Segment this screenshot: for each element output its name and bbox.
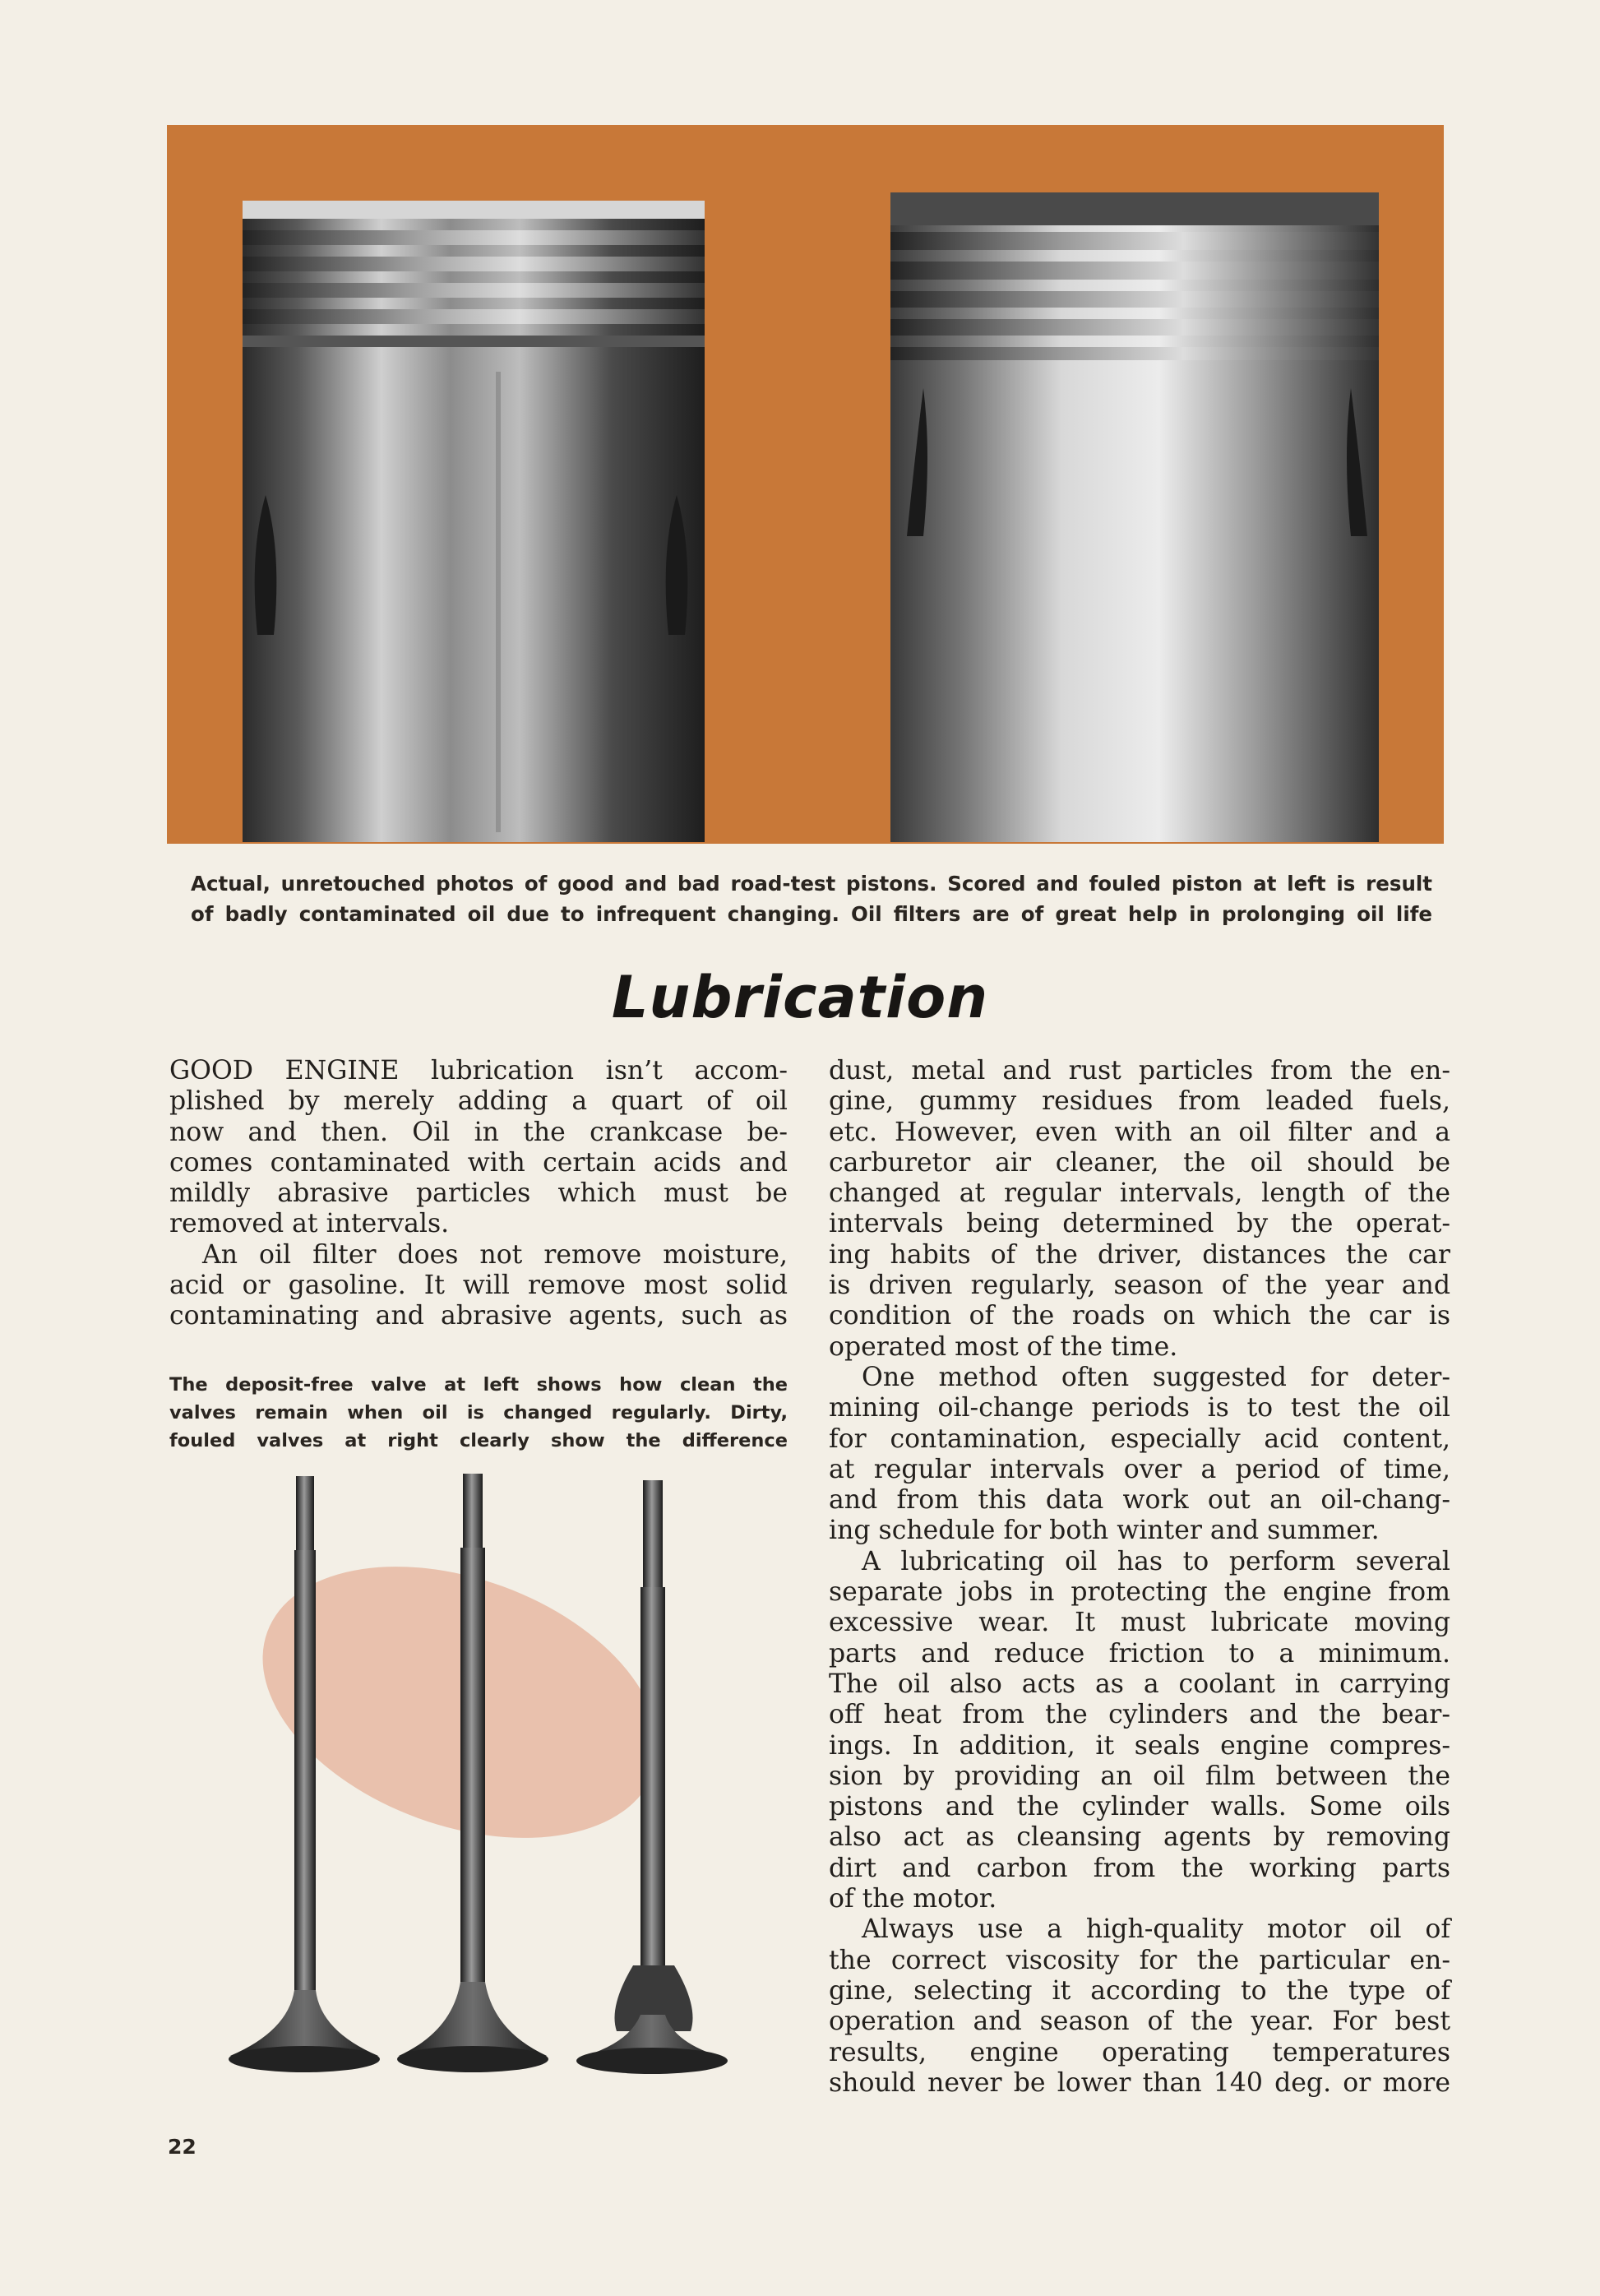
- text-line: excessive wear. It must lubricate moving: [829, 1608, 1450, 1638]
- valve-caption-line: fouled valves at right clearly show the difference: [169, 1430, 788, 1451]
- text-line: ing habits of the driver, distances the car: [829, 1239, 1450, 1270]
- text-line: changed at regular intervals, length of the: [829, 1178, 1450, 1209]
- text-line: contaminating and abrasive agents, such as: [169, 1301, 788, 1331]
- valves-illustration: [189, 1464, 781, 2105]
- text-line: removed at intervals.: [169, 1209, 450, 1239]
- text-line: dust, metal and rust particles from the en-: [829, 1056, 1450, 1086]
- text-line: parts and reduce friction to a minimum.: [829, 1638, 1450, 1669]
- text-line: ings. In addition, it seals engine compres-: [829, 1730, 1450, 1761]
- text-line: results, engine operating temperatures: [829, 2037, 1450, 2067]
- bad-piston-right: [890, 192, 1379, 842]
- text-line: pistons and the cylinder walls. Some oils: [829, 1792, 1450, 1822]
- text-line: The oil also acts as a coolant in carrying: [829, 1669, 1450, 1699]
- text-line: also act as cleansing agents by removing: [829, 1822, 1450, 1853]
- text-line: One method often suggested for deter-: [862, 1362, 1450, 1392]
- photo-caption: [191, 868, 1432, 929]
- text-line: gine, selecting it according to the type of: [829, 1975, 1450, 2006]
- text-line: An oil filter does not remove moisture,: [202, 1239, 788, 1270]
- text-line: GOOD ENGINE lubrication isn’t accom-: [169, 1056, 788, 1086]
- text-line: A lubricating oil has to perform several: [862, 1546, 1450, 1576]
- text-line: carburetor air cleaner, the oil should be: [829, 1147, 1450, 1178]
- left-column: [169, 1056, 788, 1332]
- caption-line-2: of badly contaminated oil due to infrequent changing. Oil filters are of great help in prolonging oil life: [191, 902, 1432, 926]
- text-line: operation and season of the year. For best: [829, 2007, 1450, 2037]
- text-line: operated most of the time.: [829, 1331, 1178, 1362]
- text-line: etc. However, even with an oil filter and a: [829, 1117, 1450, 1147]
- text-line: mining oil-change periods is to test the oil: [829, 1393, 1450, 1423]
- text-line: is driven regularly, season of the year and: [829, 1271, 1450, 1301]
- text-line: of the motor.: [829, 1884, 997, 1914]
- text-line: mildly abrasive particles which must be: [169, 1178, 788, 1209]
- text-line: for contamination, especially acid content,: [829, 1423, 1450, 1454]
- text-line: Always use a high-quality motor oil of: [862, 1914, 1450, 1945]
- caption-line-1: Actual, unretouched photos of good and bad road-test pistons. Scored and fouled piston at left is result: [191, 872, 1432, 896]
- text-line: sion by providing an oil film between the: [829, 1761, 1450, 1791]
- text-line: condition of the roads on which the car is: [829, 1301, 1450, 1331]
- text-line: separate jobs in protecting the engine from: [829, 1577, 1450, 1608]
- text-line: acid or gasoline. It will remove most solid: [169, 1271, 788, 1301]
- valve-caption: [169, 1371, 788, 1455]
- good-piston-left: [243, 201, 705, 842]
- valve-caption-line: valves remain when oil is changed regularly. Dirty,: [169, 1402, 788, 1423]
- text-line: ing schedule for both winter and summer.: [829, 1516, 1380, 1546]
- text-line: dirt and carbon from the working parts: [829, 1853, 1450, 1883]
- text-line: gine, gummy residues from leaded fuels,: [829, 1086, 1450, 1117]
- right-column: [829, 1056, 1450, 2099]
- text-line: at regular intervals over a period of time,: [829, 1454, 1450, 1484]
- page-title: Lubrication: [611, 964, 989, 1031]
- valve-caption-line: The deposit-free valve at left shows how clean the: [169, 1374, 788, 1396]
- text-line: intervals being determined by the operat-: [829, 1209, 1450, 1239]
- piston-photos: [167, 125, 1444, 844]
- text-line: the correct viscosity for the particular en-: [829, 1945, 1450, 1975]
- pistons-illustration: [167, 125, 1444, 844]
- text-line: and from this data work out an oil-chang-: [829, 1485, 1450, 1516]
- text-line: plished by merely adding a quart of oil: [169, 1086, 788, 1117]
- valves-photo: [189, 1464, 781, 2105]
- text-line: should never be lower than 140 deg. or more: [829, 2067, 1450, 2098]
- text-line: now and then. Oil in the crankcase be-: [169, 1117, 788, 1147]
- page-number: 22: [168, 2135, 197, 2159]
- text-line: comes contaminated with certain acids and: [169, 1147, 788, 1178]
- text-line: off heat from the cylinders and the bear-: [829, 1700, 1450, 1730]
